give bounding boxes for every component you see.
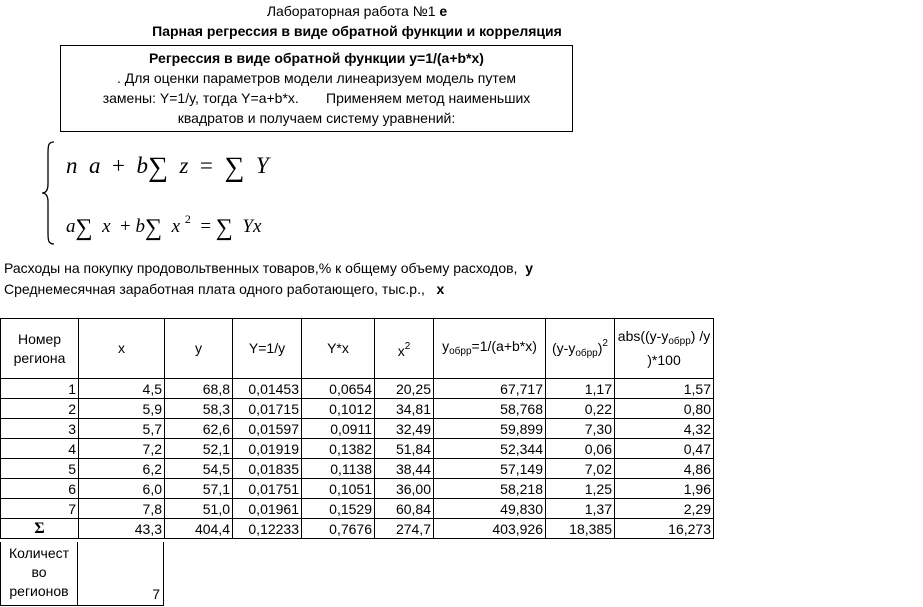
table-cell: 57,1 <box>165 479 233 499</box>
method-box-line-2: замены: Y=1/y, тогда Y=a+b*x. Применяем метод наименьших <box>102 90 531 106</box>
table-cell: 58,768 <box>434 399 546 419</box>
sum-cell: 16,273 <box>615 519 714 539</box>
table-cell: 51,84 <box>375 439 434 459</box>
region-number-cell: 4 <box>1 439 79 459</box>
table-cell: 0,1138 <box>302 459 375 479</box>
table-cell: 38,44 <box>375 459 434 479</box>
table-cell: 57,149 <box>434 459 546 479</box>
header-Y: Y=1/y <box>233 319 302 379</box>
sum-symbol-cell: Σ <box>1 519 79 539</box>
table-cell: 4,5 <box>79 379 165 399</box>
table-row <box>1 379 714 399</box>
table-cell: 0,47 <box>615 439 714 459</box>
table-row <box>1 459 714 479</box>
x-description: Среднемесячная заработная плата одного работающего, тыс.р., x <box>4 281 445 297</box>
table-cell: 0,0911 <box>302 419 375 439</box>
data-table <box>0 318 714 539</box>
header-abs: $abs((y-y_{обрр})$ /y )*100 <box>615 319 714 379</box>
region-number-cell: 3 <box>1 419 79 439</box>
table-cell: 68,8 <box>165 379 233 399</box>
header-yobr: $y_{обрр}=1/(a+b*x)$ <box>434 319 546 379</box>
table-cell: 1,37 <box>546 499 615 519</box>
table-row <box>1 419 714 439</box>
region-number-cell: 1 <box>1 379 79 399</box>
header-Yx: Y*x <box>302 319 375 379</box>
lab-title-text: Лабораторная работа №1 <box>266 3 436 19</box>
equation-1: n a + b∑ z = ∑ Y <box>66 152 269 183</box>
sum-cell: 0,7676 <box>302 519 375 539</box>
table-cell: 58,218 <box>434 479 546 499</box>
sum-cell: 404,4 <box>165 519 233 539</box>
method-box-heading: Регрессия в виде обратной функции y=1/(a+b*x) <box>149 50 484 66</box>
table-cell: 0,1529 <box>302 499 375 519</box>
header-sq: $(y-y_{обрр})^2$ <box>546 319 615 379</box>
table-cell: 2,29 <box>615 499 714 519</box>
region-number-cell: 2 <box>1 399 79 419</box>
table-cell: 0,01751 <box>233 479 302 499</box>
sum-cell: 274,7 <box>375 519 434 539</box>
table-cell: 0,80 <box>615 399 714 419</box>
table-cell: 6,2 <box>79 459 165 479</box>
page-subtitle: Парная регрессия в виде обратной функции и корреляция <box>152 23 562 39</box>
equation-2: a∑ x + b∑ x $^2$ = ∑ Yx <box>66 212 262 241</box>
header-y: y <box>165 319 233 379</box>
table-cell: 0,01919 <box>233 439 302 459</box>
sum-cell: 43,3 <box>79 519 165 539</box>
sum-cell: 403,926 <box>434 519 546 539</box>
table-cell: 0,1051 <box>302 479 375 499</box>
table-cell: 6,0 <box>79 479 165 499</box>
table-cell: 5,7 <box>79 419 165 439</box>
table-cell: 54,5 <box>165 459 233 479</box>
table-cell: 67,717 <box>434 379 546 399</box>
table-row <box>1 479 714 499</box>
table-cell: 1,57 <box>615 379 714 399</box>
table-header-row <box>1 319 714 379</box>
table-cell: 36,00 <box>375 479 434 499</box>
equation-brace-icon <box>40 140 60 246</box>
sum-symbol-icon: ∑ <box>145 215 163 241</box>
region-number-cell: 6 <box>1 479 79 499</box>
table-cell: 34,81 <box>375 399 434 419</box>
region-count-label: Количест во регионов <box>0 542 78 606</box>
y-description: Расходы на покупку продовольтвенных товаров,% к общему объему расходов, y <box>4 260 534 276</box>
header-x2: $x^2$ <box>375 319 434 379</box>
table-cell: 5,9 <box>79 399 165 419</box>
table-cell: 59,899 <box>434 419 546 439</box>
table-cell: 7,02 <box>546 459 615 479</box>
table-cell: 58,3 <box>165 399 233 419</box>
sum-symbol-icon: ∑ <box>224 152 245 183</box>
table-cell: 20,25 <box>375 379 434 399</box>
table-cell: 0,01453 <box>233 379 302 399</box>
region-count-value: 7 <box>77 542 164 606</box>
sum-row <box>1 519 714 539</box>
table-row <box>1 499 714 519</box>
region-number-cell: 7 <box>1 499 79 519</box>
table-cell: 7,2 <box>79 439 165 459</box>
lab-title-suffix: е <box>439 3 448 19</box>
sum-cell: 0,12233 <box>233 519 302 539</box>
table-cell: 32,49 <box>375 419 434 439</box>
table-cell: 4,32 <box>615 419 714 439</box>
table-cell: 60,84 <box>375 499 434 519</box>
table-cell: 0,22 <box>546 399 615 419</box>
table-cell: 52,344 <box>434 439 546 459</box>
table-cell: 0,1012 <box>302 399 375 419</box>
table-cell: 0,01597 <box>233 419 302 439</box>
table-cell: 52,1 <box>165 439 233 459</box>
sum-cell: 18,385 <box>546 519 615 539</box>
table-cell: 4,86 <box>615 459 714 479</box>
header-region: Номер региона <box>1 319 79 379</box>
method-box-line-3: квадратов и получаем систему уравнений: <box>177 110 456 126</box>
lab-title <box>0 3 714 19</box>
method-box-line-1: . Для оценки параметров модели линеаризуем модель путем <box>116 70 517 86</box>
table-cell: 1,25 <box>546 479 615 499</box>
table-cell: 49,830 <box>434 499 546 519</box>
table-cell: 7,30 <box>546 419 615 439</box>
method-box <box>60 45 573 132</box>
table-cell: 0,01715 <box>233 399 302 419</box>
table-row <box>1 439 714 459</box>
table-cell: 0,0654 <box>302 379 375 399</box>
table-cell: 1,96 <box>615 479 714 499</box>
table-cell: 62,6 <box>165 419 233 439</box>
sum-symbol-icon: ∑ <box>147 152 168 183</box>
table-cell: 0,1382 <box>302 439 375 459</box>
sum-symbol-icon: ∑ <box>75 215 93 241</box>
region-number-cell: 5 <box>1 459 79 479</box>
table-cell: 0,06 <box>546 439 615 459</box>
table-cell: 0,01835 <box>233 459 302 479</box>
table-cell: 7,8 <box>79 499 165 519</box>
table-cell: 1,17 <box>546 379 615 399</box>
sum-symbol-icon: ∑ <box>215 215 233 241</box>
table-row <box>1 399 714 419</box>
header-x: x <box>79 319 165 379</box>
table-cell: 0,01961 <box>233 499 302 519</box>
table-cell: 51,0 <box>165 499 233 519</box>
